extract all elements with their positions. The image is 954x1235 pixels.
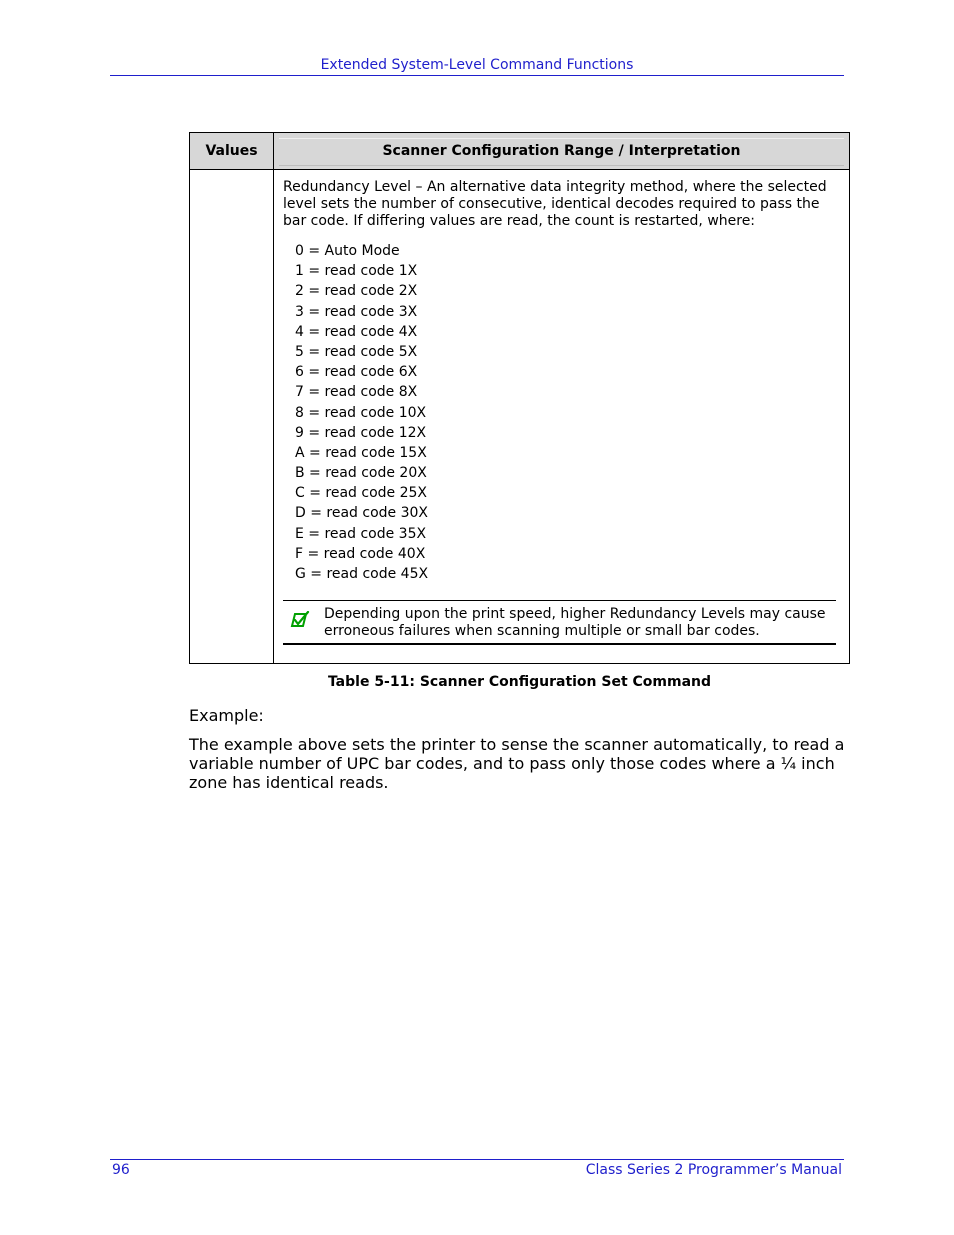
footer-rule xyxy=(110,1159,844,1160)
note-bottom-rule xyxy=(283,643,836,645)
note-top-rule xyxy=(283,600,836,601)
manual-title: Class Series 2 Programmer’s Manual xyxy=(585,1162,842,1178)
redundancy-level-item: 1 = read code 1X xyxy=(295,263,418,280)
column-header-range: Scanner Configuration Range / Interpretation xyxy=(382,143,741,159)
table-caption: Table 5-11: Scanner Configuration Set Command xyxy=(327,674,712,690)
redundancy-level-item: 8 = read code 10X xyxy=(295,404,427,421)
example-label: Example: xyxy=(189,706,264,725)
page-number: 96 xyxy=(112,1162,130,1178)
running-header: Extended System-Level Command Functions xyxy=(320,57,634,73)
note-text: Depending upon the print speed, higher Redundancy Levels may cause erroneous failures when scanning multiple or small bar codes. xyxy=(324,606,826,639)
redundancy-level-item: E = read code 35X xyxy=(295,525,427,542)
redundancy-level-item: 6 = read code 6X xyxy=(295,364,418,381)
redundancy-description: Redundancy Level – An alternative data integrity method, where the selected level sets the number of consecutive, identical decodes required to pass the bar code. If differing values are read, the count is restarted, where: xyxy=(283,179,827,229)
redundancy-level-item: G = read code 45X xyxy=(295,566,429,582)
note-check-icon xyxy=(290,611,310,629)
redundancy-level-item: 2 = read code 2X xyxy=(295,283,418,300)
redundancy-levels-list xyxy=(295,241,428,584)
example-paragraph: The example above sets the printer to sense the scanner automatically, to read a variable number of UPC bar codes, and to pass only those codes where a ¼ inch zone has identical reads. xyxy=(189,735,845,792)
redundancy-level-item: 5 = read code 5X xyxy=(295,343,418,360)
redundancy-level-item: C = read code 25X xyxy=(295,485,428,502)
redundancy-level-item: 7 = read code 8X xyxy=(295,384,418,401)
redundancy-level-item: A = read code 15X xyxy=(295,444,427,461)
redundancy-level-item: F = read code 40X xyxy=(295,545,426,562)
redundancy-level-item: 9 = read code 12X xyxy=(295,424,427,441)
redundancy-level-item: B = read code 20X xyxy=(295,465,427,482)
redundancy-level-item: 0 = Auto Mode xyxy=(295,243,400,259)
header-rule xyxy=(110,75,844,76)
redundancy-level-item: D = read code 30X xyxy=(295,505,429,522)
redundancy-level-item: 4 = read code 4X xyxy=(295,323,418,340)
scanner-config-table xyxy=(189,132,850,664)
table-header-row xyxy=(190,133,849,170)
redundancy-level-item: 3 = read code 3X xyxy=(295,303,418,320)
column-header-values: Values xyxy=(205,143,258,159)
column-divider xyxy=(273,133,274,663)
